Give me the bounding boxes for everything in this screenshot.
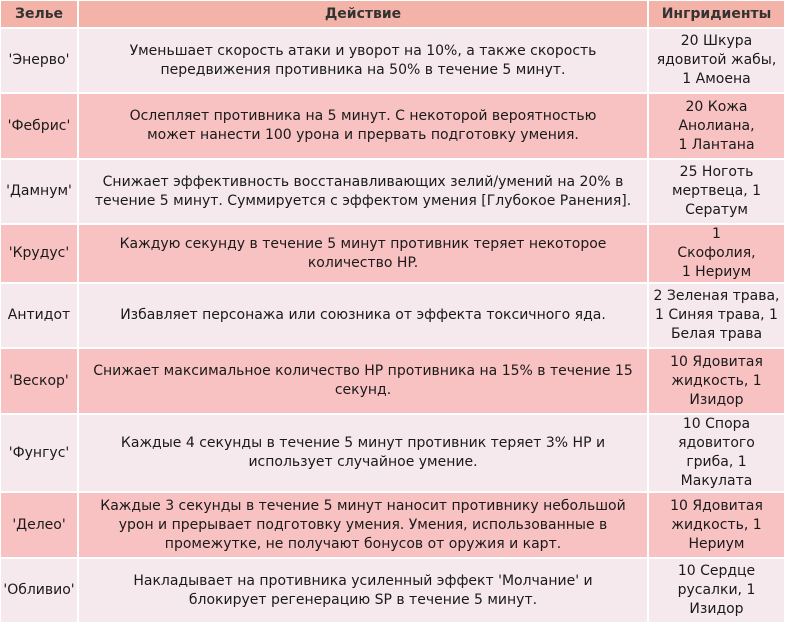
table-row <box>1 225 784 282</box>
potion-ingredients: 25 Ноготь мертвеца, 1 Сератум <box>649 160 784 223</box>
potion-effect: Каждую секунду в течение 5 минут противник теряет некоторое количество HP. <box>79 225 647 282</box>
potion-name: 'Делео' <box>1 493 77 557</box>
potion-name: 'Фунгус' <box>1 415 77 491</box>
header-ingredients: Ингридиенты <box>649 1 784 27</box>
potion-effect: Каждые 3 секунды в течение 5 минут наносит противнику небольшой урон и прерывает подготовку умения. Умения, использованные в промежутке, не получают бонусов от оружия и карт. <box>79 493 647 557</box>
table-row <box>1 29 784 92</box>
header-effect: Действие <box>79 1 647 27</box>
potion-ingredients: 10 Ядовитая жидкость, 1 Нериум <box>649 493 784 557</box>
potion-effect: Ослепляет противника на 5 минут. С некоторой вероятностью может нанести 100 урона и прервать подготовку умения. <box>79 94 647 158</box>
potion-ingredients: 10 Сердце русалки, 1 Изидор <box>649 559 784 622</box>
table-row <box>1 160 784 223</box>
table-header-row <box>1 1 784 27</box>
potion-name: 'Обливио' <box>1 559 77 622</box>
table-row <box>1 415 784 491</box>
potion-ingredients: 20 Шкура ядовитой жабы, 1 Амоена <box>649 29 784 92</box>
potion-effect: Избавляет персонажа или союзника от эффекта токсичного яда. <box>79 284 647 347</box>
potion-ingredients: 10 Спора ядовитого гриба, 1 Макулата <box>649 415 784 491</box>
potion-name: 'Энерво' <box>1 29 77 92</box>
potion-effect: Каждые 4 секунды в течение 5 минут противник теряет 3% HP и использует случайное умение. <box>79 415 647 491</box>
potion-ingredients: 2 Зеленая трава, 1 Синяя трава, 1 Белая трава <box>649 284 784 347</box>
potion-effect: Снижает эффективность восстанавливающих зелий/умений на 20% в течение 5 минут. Суммируется с эффектом умения [Глубокое Ранения]. <box>79 160 647 223</box>
header-potion: Зелье <box>1 1 77 27</box>
potion-effect: Накладывает на противника усиленный эффект 'Молчание' и блокирует регенерацию SP в течение 5 минут. <box>79 559 647 622</box>
potion-effect: Уменьшает скорость атаки и уворот на 10%, а также скорость передвижения противника на 50% в течение 5 минут. <box>79 29 647 92</box>
table-row <box>1 493 784 557</box>
table-row <box>1 284 784 347</box>
table-row <box>1 349 784 413</box>
table-row <box>1 94 784 158</box>
potion-name: 'Дамнум' <box>1 160 77 223</box>
potion-name: 'Крудус' <box>1 225 77 282</box>
potion-ingredients: 10 Ядовитая жидкость, 1 Изидор <box>649 349 784 413</box>
potion-name: Антидот <box>1 284 77 347</box>
potion-effect: Снижает максимальное количество HP противника на 15% в течение 15 секунд. <box>79 349 647 413</box>
potion-name: 'Фебрис' <box>1 94 77 158</box>
table-row <box>1 559 784 622</box>
potion-name: 'Вескор' <box>1 349 77 413</box>
potion-ingredients: 20 Кожа Анолиана, 1 Лантана <box>649 94 784 158</box>
potion-ingredients: 1 Скофолия, 1 Нериум <box>649 225 784 282</box>
